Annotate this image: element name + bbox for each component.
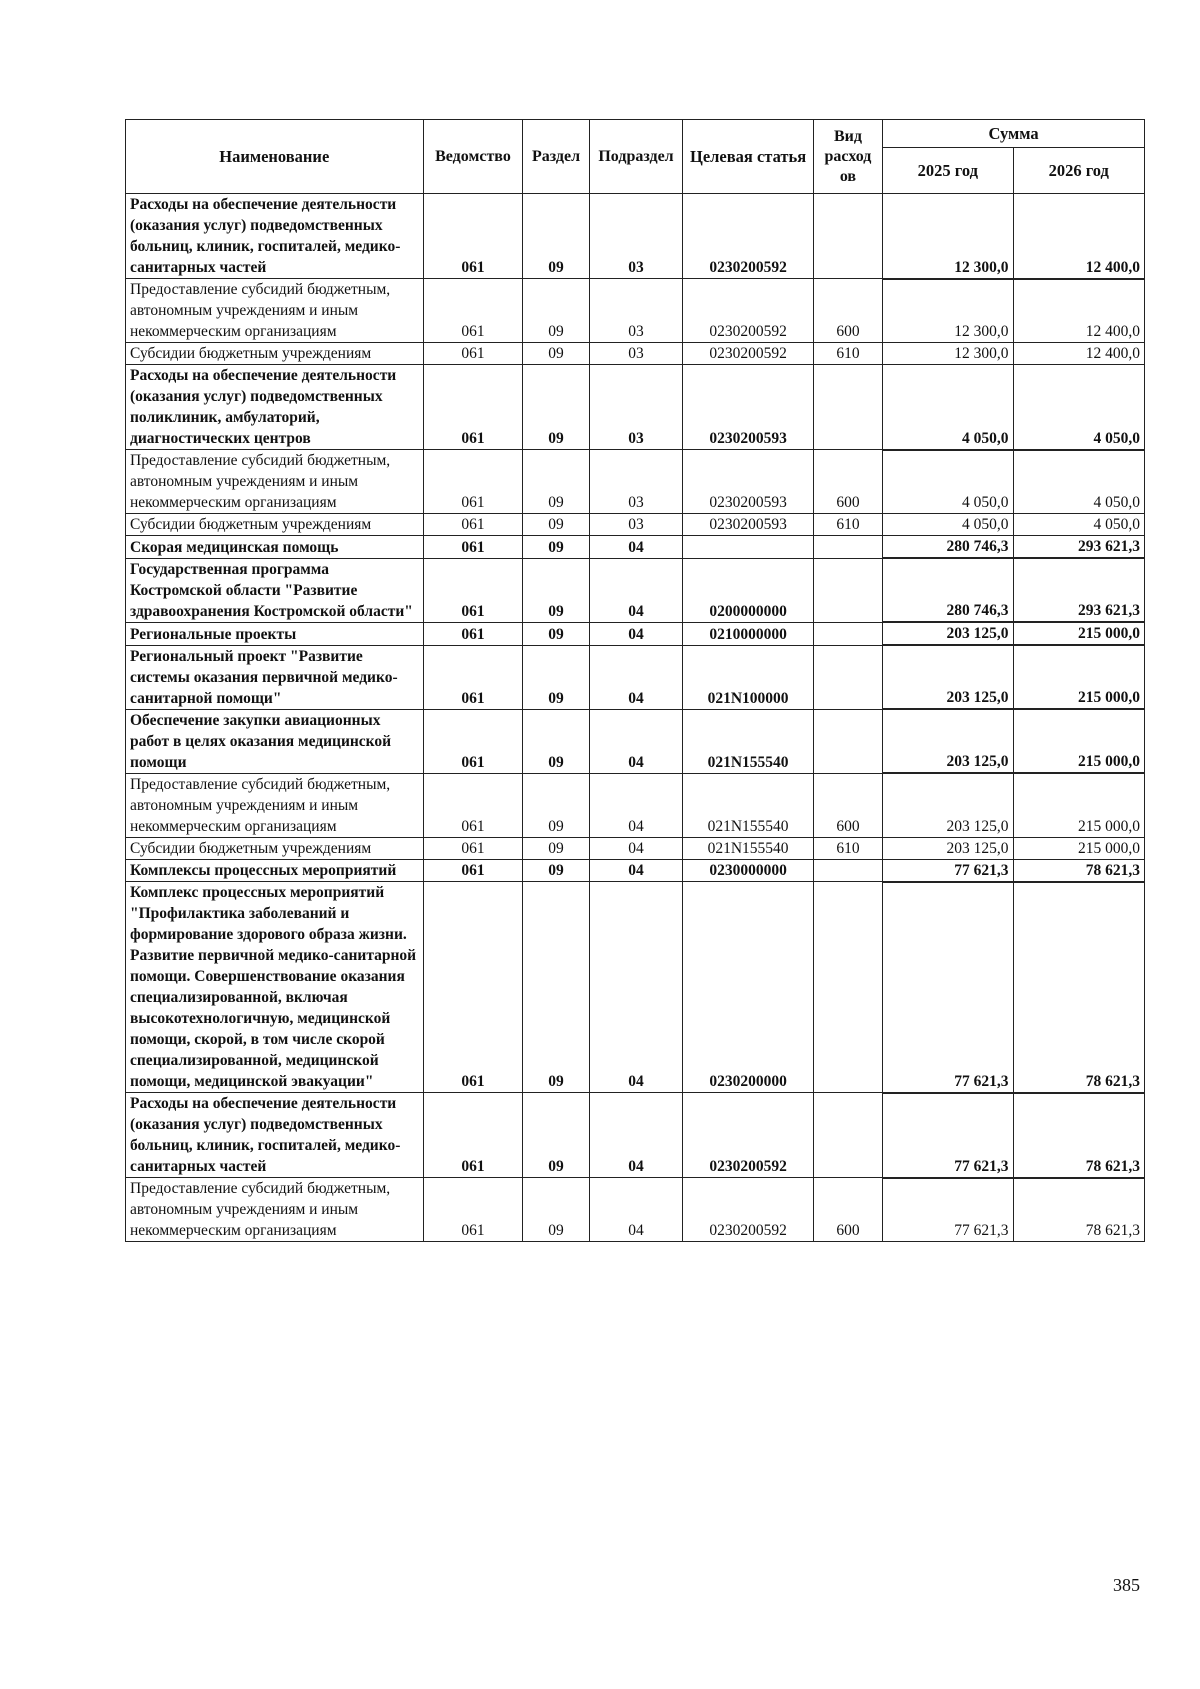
- cell-target-article: [683, 536, 813, 559]
- cell-department: 061: [423, 1093, 523, 1178]
- header-department: Ведомство: [423, 120, 523, 194]
- cell-department: 061: [423, 882, 523, 1093]
- cell-target-article: 0230200000: [683, 882, 813, 1093]
- cell-2026: 293 621,3: [1013, 558, 1145, 622]
- cell-2026: 78 621,3: [1013, 859, 1145, 882]
- cell-target-article: 0200000000: [683, 558, 813, 622]
- cell-2026: 215 000,0: [1013, 645, 1145, 709]
- cell-2026: 215 000,0: [1013, 837, 1145, 859]
- cell-2025: 77 621,3: [883, 882, 1013, 1093]
- cell-section: 09: [523, 450, 589, 514]
- table-row: [126, 773, 1145, 837]
- cell-2025: 12 300,0: [883, 194, 1013, 279]
- table-row: [126, 365, 1145, 450]
- table-body: [126, 194, 1145, 1242]
- cell-target-article: 0230200593: [683, 365, 813, 450]
- cell-section: 09: [523, 773, 589, 837]
- cell-department: 061: [423, 837, 523, 859]
- cell-section: 09: [523, 558, 589, 622]
- cell-2026: 4 050,0: [1013, 365, 1145, 450]
- cell-department: 061: [423, 450, 523, 514]
- cell-name: Региональный проект "Развитие системы оказания первичной медико-санитарной помощи": [126, 645, 424, 709]
- cell-subsection: 03: [589, 450, 683, 514]
- cell-section: 09: [523, 882, 589, 1093]
- cell-subsection: 04: [589, 536, 683, 559]
- cell-2025: 12 300,0: [883, 343, 1013, 365]
- cell-section: 09: [523, 709, 589, 773]
- cell-2026: 12 400,0: [1013, 194, 1145, 279]
- cell-2026: 78 621,3: [1013, 1093, 1145, 1178]
- cell-section: 09: [523, 622, 589, 645]
- cell-expense-type: [813, 365, 882, 450]
- cell-2026: 215 000,0: [1013, 709, 1145, 773]
- table-row: [126, 622, 1145, 645]
- cell-expense-type: [813, 859, 882, 882]
- cell-expense-type: [813, 882, 882, 1093]
- cell-subsection: 04: [589, 1178, 683, 1242]
- cell-expense-type: 610: [813, 343, 882, 365]
- cell-2025: 77 621,3: [883, 1178, 1013, 1242]
- cell-2025: 280 746,3: [883, 536, 1013, 559]
- cell-2025: 4 050,0: [883, 365, 1013, 450]
- table-row: [126, 645, 1145, 709]
- cell-subsection: 04: [589, 558, 683, 622]
- cell-2026: 12 400,0: [1013, 279, 1145, 343]
- cell-expense-type: [813, 194, 882, 279]
- cell-section: 09: [523, 645, 589, 709]
- header-expense-type: Вид расход ов: [813, 120, 882, 194]
- cell-name: Расходы на обеспечение деятельности (оказания услуг) подведомственных поликлиник, амбулаторий, диагностических центров: [126, 365, 424, 450]
- cell-department: 061: [423, 343, 523, 365]
- cell-name: Скорая медицинская помощь: [126, 536, 424, 559]
- cell-name: Расходы на обеспечение деятельности (оказания услуг) подведомственных больниц, клиник, госпиталей, медико-санитарных частей: [126, 194, 424, 279]
- cell-2025: 4 050,0: [883, 514, 1013, 536]
- cell-target-article: 0230200592: [683, 194, 813, 279]
- cell-expense-type: 600: [813, 450, 882, 514]
- cell-name: Предоставление субсидий бюджетным, автономным учреждениям и иным некоммерческим организациям: [126, 279, 424, 343]
- cell-target-article: 0230200592: [683, 1093, 813, 1178]
- cell-section: 09: [523, 1178, 589, 1242]
- cell-target-article: 021N155540: [683, 773, 813, 837]
- cell-subsection: 04: [589, 645, 683, 709]
- cell-department: 061: [423, 859, 523, 882]
- header-year-2026: 2026 год: [1013, 148, 1145, 194]
- header-year-2025: 2025 год: [883, 148, 1013, 194]
- cell-name: Субсидии бюджетным учреждениям: [126, 514, 424, 536]
- cell-subsection: 03: [589, 365, 683, 450]
- header-section: Раздел: [523, 120, 589, 194]
- cell-department: 061: [423, 1178, 523, 1242]
- cell-2026: 78 621,3: [1013, 882, 1145, 1093]
- table-row: [126, 859, 1145, 882]
- table-row: [126, 536, 1145, 559]
- cell-2025: 203 125,0: [883, 837, 1013, 859]
- cell-2025: 12 300,0: [883, 279, 1013, 343]
- budget-table: [125, 119, 1145, 1242]
- cell-department: 061: [423, 279, 523, 343]
- cell-target-article: 0230200592: [683, 1178, 813, 1242]
- cell-section: 09: [523, 536, 589, 559]
- table-row: [126, 514, 1145, 536]
- cell-department: 061: [423, 514, 523, 536]
- table-row: [126, 194, 1145, 279]
- cell-name: Комплекс процессных мероприятий "Профилактика заболеваний и формирование здорового образа жизни. Развитие первичной медико-санитарной помощи. Совершенствование оказания специализированной, включая высокотехнологичную, медицинской помощи, скорой, в том числе скорой специализированной, медицинской помощи, медицинской эвакуации": [126, 882, 424, 1093]
- cell-name: Обеспечение закупки авиационных работ в целях оказания медицинской помощи: [126, 709, 424, 773]
- table-row: [126, 1093, 1145, 1178]
- table-row: [126, 1178, 1145, 1242]
- cell-target-article: 021N155540: [683, 837, 813, 859]
- cell-target-article: 021N155540: [683, 709, 813, 773]
- cell-2025: 203 125,0: [883, 773, 1013, 837]
- table-row: [126, 450, 1145, 514]
- cell-name: Субсидии бюджетным учреждениям: [126, 343, 424, 365]
- cell-target-article: 021N100000: [683, 645, 813, 709]
- cell-2025: 203 125,0: [883, 645, 1013, 709]
- cell-section: 09: [523, 194, 589, 279]
- header-target-article: Целевая статья: [683, 120, 813, 194]
- cell-2025: 280 746,3: [883, 558, 1013, 622]
- cell-section: 09: [523, 343, 589, 365]
- cell-target-article: 0230200593: [683, 450, 813, 514]
- table-row: [126, 558, 1145, 622]
- cell-expense-type: 600: [813, 279, 882, 343]
- table-row: [126, 882, 1145, 1093]
- cell-department: 061: [423, 365, 523, 450]
- cell-department: 061: [423, 709, 523, 773]
- cell-section: 09: [523, 365, 589, 450]
- cell-name: Расходы на обеспечение деятельности (оказания услуг) подведомственных больниц, клиник, госпиталей, медико-санитарных частей: [126, 1093, 424, 1178]
- cell-section: 09: [523, 514, 589, 536]
- cell-expense-type: [813, 1093, 882, 1178]
- cell-name: Предоставление субсидий бюджетным, автономным учреждениям и иным некоммерческим организациям: [126, 773, 424, 837]
- header-name: Наименование: [126, 120, 424, 194]
- cell-subsection: 03: [589, 343, 683, 365]
- cell-expense-type: [813, 622, 882, 645]
- cell-subsection: 04: [589, 709, 683, 773]
- cell-2026: 4 050,0: [1013, 450, 1145, 514]
- cell-subsection: 04: [589, 622, 683, 645]
- cell-subsection: 03: [589, 514, 683, 536]
- cell-2026: 78 621,3: [1013, 1178, 1145, 1242]
- cell-section: 09: [523, 837, 589, 859]
- cell-department: 061: [423, 558, 523, 622]
- cell-name: Субсидии бюджетным учреждениям: [126, 837, 424, 859]
- cell-2025: 4 050,0: [883, 450, 1013, 514]
- cell-2025: 77 621,3: [883, 859, 1013, 882]
- cell-expense-type: [813, 536, 882, 559]
- cell-subsection: 04: [589, 882, 683, 1093]
- cell-department: 061: [423, 536, 523, 559]
- cell-target-article: 0230000000: [683, 859, 813, 882]
- cell-department: 061: [423, 773, 523, 837]
- cell-expense-type: 610: [813, 514, 882, 536]
- cell-target-article: 0230200593: [683, 514, 813, 536]
- cell-subsection: 03: [589, 194, 683, 279]
- cell-subsection: 03: [589, 279, 683, 343]
- cell-2025: 203 125,0: [883, 622, 1013, 645]
- cell-name: Комплексы процессных мероприятий: [126, 859, 424, 882]
- cell-expense-type: 600: [813, 773, 882, 837]
- cell-expense-type: [813, 558, 882, 622]
- cell-section: 09: [523, 1093, 589, 1178]
- cell-expense-type: 600: [813, 1178, 882, 1242]
- header-subsection: Подраздел: [589, 120, 683, 194]
- cell-department: 061: [423, 645, 523, 709]
- cell-target-article: 0230200592: [683, 343, 813, 365]
- cell-expense-type: [813, 645, 882, 709]
- cell-subsection: 04: [589, 1093, 683, 1178]
- cell-2026: 4 050,0: [1013, 514, 1145, 536]
- cell-name: Региональные проекты: [126, 622, 424, 645]
- cell-subsection: 04: [589, 859, 683, 882]
- cell-department: 061: [423, 622, 523, 645]
- table-row: [126, 279, 1145, 343]
- cell-2026: 293 621,3: [1013, 536, 1145, 559]
- cell-2026: 215 000,0: [1013, 622, 1145, 645]
- cell-section: 09: [523, 279, 589, 343]
- cell-target-article: 0210000000: [683, 622, 813, 645]
- table-row: [126, 709, 1145, 773]
- page-number: 385: [1113, 1575, 1140, 1595]
- cell-section: 09: [523, 859, 589, 882]
- cell-target-article: 0230200592: [683, 279, 813, 343]
- cell-name: Предоставление субсидий бюджетным, автономным учреждениям и иным некоммерческим организациям: [126, 450, 424, 514]
- cell-2026: 12 400,0: [1013, 343, 1145, 365]
- cell-subsection: 04: [589, 773, 683, 837]
- cell-name: Государственная программа Костромской области "Развитие здравоохранения Костромской области": [126, 558, 424, 622]
- cell-2025: 203 125,0: [883, 709, 1013, 773]
- cell-expense-type: 610: [813, 837, 882, 859]
- table-row: [126, 837, 1145, 859]
- table-row: [126, 343, 1145, 365]
- cell-department: 061: [423, 194, 523, 279]
- cell-2026: 215 000,0: [1013, 773, 1145, 837]
- cell-name: Предоставление субсидий бюджетным, автономным учреждениям и иным некоммерческим организациям: [126, 1178, 424, 1242]
- cell-expense-type: [813, 709, 882, 773]
- header-sum: Сумма: [883, 120, 1145, 148]
- cell-subsection: 04: [589, 837, 683, 859]
- cell-2025: 77 621,3: [883, 1093, 1013, 1178]
